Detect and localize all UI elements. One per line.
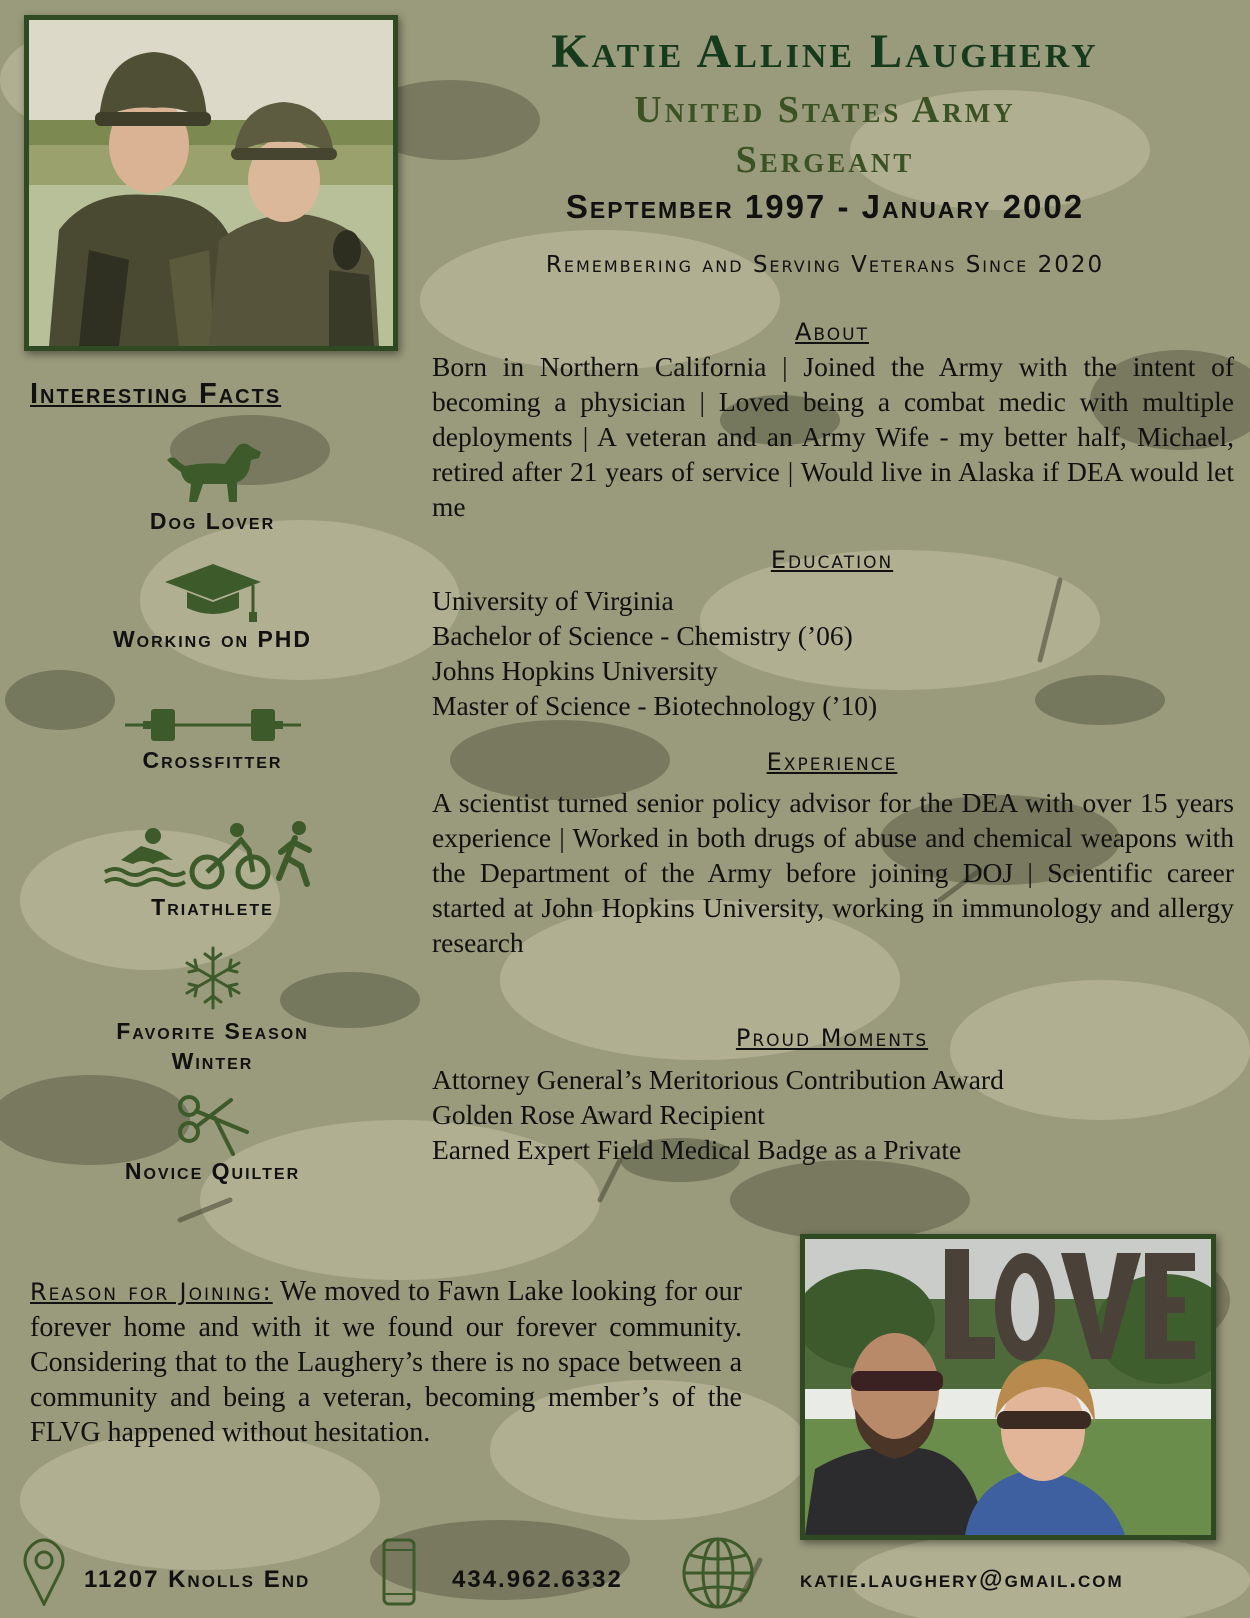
phone-icon (382, 1538, 416, 1606)
address-text: 11207 Knolls End (84, 1566, 311, 1593)
about-heading: About (795, 318, 869, 346)
phone-text: 434.962.6332 (452, 1566, 623, 1593)
fact-label: Dog Lover (149, 508, 276, 534)
fact-label: Crossfitter (142, 747, 283, 773)
fact-favorite-season (40, 946, 385, 1076)
proud-moments-heading: Proud Moments (735, 1024, 929, 1052)
location-pin-icon (22, 1538, 66, 1606)
education-line: Johns Hopkins University (432, 655, 718, 686)
education-list (432, 583, 1234, 723)
barbell-icon (125, 705, 301, 745)
snowflake-icon (181, 946, 245, 1010)
service-rank: Sergeant (735, 139, 915, 181)
graduation-cap-icon (163, 560, 263, 624)
fact-label: Working on PHD (112, 626, 313, 652)
fact-quilter (40, 1092, 385, 1186)
proud-moment-line: Golden Rose Award Recipient (432, 1099, 765, 1130)
education-line: Bachelor of Science - Chemistry (’06) (432, 620, 853, 651)
fact-crossfitter (40, 705, 385, 775)
triathlon-icon (103, 820, 323, 892)
interesting-facts-heading: Interesting Facts (30, 378, 282, 410)
education-heading: Education (770, 546, 894, 574)
globe-icon (680, 1535, 756, 1611)
about-text: Born in Northern California | Joined the Army with the intent of becoming a physician | Loved being a combat medic with multiple deployments | A veteran and an Army Wife - my better half, Michael, retired after 21 years of service | Would live in Alaska if DEA would let me (432, 351, 1234, 522)
reason-paragraph (30, 1274, 742, 1450)
service-dates: September 1997 - January 2002 (565, 188, 1085, 225)
email-link[interactable]: katie.laughery@gmail.com (800, 1566, 1124, 1593)
fact-label: Triathlete (151, 894, 274, 920)
veteran-name: Katie Alline Laughery (551, 25, 1099, 78)
education-line: Master of Science - Biotechnology (’10) (432, 690, 878, 721)
fact-triathlete (40, 820, 385, 922)
reason-label: Reason for Joining: (30, 1278, 273, 1306)
experience-text: A scientist turned senior policy advisor for the DEA with over 15 years experience | Worked in both drugs of abuse and chemical weapons with the Department of the Army before joining DOJ | Scientific career started at John Hopkins University, working in immunology and allergy research (432, 787, 1234, 958)
scissors-icon (175, 1092, 251, 1156)
proud-moment-line: Earned Expert Field Medical Badge as a Private (432, 1134, 962, 1165)
fact-phd (40, 560, 385, 654)
proud-moment-line: Attorney General’s Meritorious Contribution Award (432, 1064, 1004, 1095)
proud-moments-list (432, 1062, 1234, 1167)
fact-label-secondary: Winter (171, 1048, 254, 1074)
experience-heading: Experience (766, 748, 898, 776)
fact-dog-lover (40, 440, 385, 536)
service-branch: United States Army (634, 89, 1016, 131)
reason-text: We moved to Fawn Lake looking for our forever home and with it we found our forever community. Considering that to the Laughery’s there is no space between a community and being a veteran, becoming member’s of the FLVG happened without hesitation. (30, 1276, 742, 1448)
education-line: University of Virginia (432, 585, 674, 616)
tagline: Remembering and Serving Veterans Since 2020 (545, 252, 1105, 278)
fact-label: Novice Quilter (124, 1158, 301, 1184)
fact-label: Favorite Season (116, 1018, 309, 1044)
dog-icon (163, 440, 263, 506)
couple-photo (800, 1234, 1216, 1540)
soldiers-photo (24, 15, 398, 351)
